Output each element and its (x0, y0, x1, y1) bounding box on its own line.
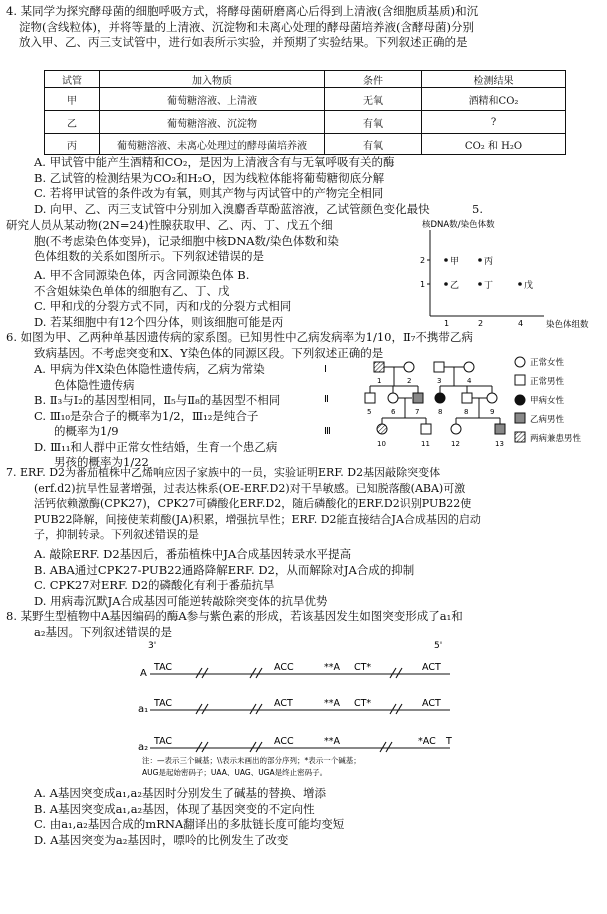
pedigree-female (464, 362, 474, 372)
generation-label: Ⅱ (324, 394, 329, 405)
table-cell: 无氧 (325, 88, 422, 111)
q7-line: PUB22降解，间接使茉莉酸(JA)积累，增强抗旱性；ERF. D2能直接结合JA合成基因的启动 (34, 512, 481, 526)
option-b: B. A基因突变成a₁,a₂基因，体现了基因突变的不定向性 (34, 801, 315, 816)
option-d-cont: 男孩的概率为1/22 (54, 455, 149, 469)
svg-text:7: 7 (415, 408, 420, 416)
q6-line: 6. 如图为甲、乙两种单基因遗传病的家系图。已知男性中乙病发病率为1/10，Ⅱ₇不携带乙病 (6, 330, 473, 344)
table-cell: 葡萄糖溶液、沉淀物 (100, 111, 325, 134)
q7-line: 活钙依赖激酶(CPK27)，CPK27可磷酸化ERF.D2，随后磷酸化的ERF.D2识别PUB22使 (34, 497, 472, 510)
option-a-cont: 色体隐性遗传病 (54, 377, 135, 392)
table-cell: 有氧 (325, 134, 422, 155)
seq-row-label: a₂ (138, 742, 149, 753)
experiment-table (44, 70, 566, 155)
option-a: A. 甲试管中能产生酒精和CO₂，是因为上清液含有与无氧呼吸有关的酶 (34, 155, 395, 169)
q8-options (34, 786, 594, 848)
seq-item: *AC (418, 736, 436, 747)
table-row (45, 134, 566, 155)
seq-item: T (446, 736, 452, 747)
pedigree-female (377, 424, 387, 434)
q4-line: 放入甲、乙、丙三支试管中，进行如表所示实验，并预期了实验结果。下列叙述正确的是 (19, 35, 468, 49)
y-tick-label: 2 (420, 256, 426, 265)
y-axis-label: 核DNA数/染色体数 (422, 220, 495, 230)
data-point-label: 甲 (450, 257, 460, 267)
q5-line: 研究人员从某动物(2N=24)性腺获取甲、乙、丙、丁、戊五个细 (6, 218, 333, 232)
table-cell: 葡萄糖溶液、上清液 (100, 88, 325, 111)
pedigree-male (374, 362, 384, 372)
seq-item: ACT (422, 662, 441, 673)
pedigree-chart (322, 352, 604, 456)
table-row (45, 111, 566, 134)
table-cell: 乙 (45, 111, 100, 134)
q7-line: 子，抑制转录。下列叙述错误的是 (34, 528, 199, 541)
pedigree-female (451, 424, 461, 434)
table-cell: 酒精和CO₂ (422, 88, 566, 111)
data-point (444, 282, 448, 286)
question-8 (6, 609, 604, 640)
data-point-label: 乙 (450, 281, 460, 291)
q6-line: 致病基因。不考虑突变和X、Y染色体的同源区段。下列叙述正确的是 (34, 345, 384, 360)
q5-line: 胞(不考虑染色体变异)，记录细胞中核DNA数/染色体数和染 (34, 233, 339, 248)
seq-item: CT* (354, 662, 372, 673)
option-d: D. A基因突变为a₂基因时，嘌呤的比例发生了改变 (34, 832, 289, 847)
pedigree-male (434, 362, 444, 372)
option-d: D. Ⅲ₁₁和人群中正常女性结婚，生育一个患乙病 (34, 439, 278, 454)
svg-text:11: 11 (421, 440, 430, 448)
table-header: 条件 (325, 71, 422, 88)
option-c: C. 若将甲试管的条件改为有氧，则其产物与丙试管中的产物完全相同 (34, 186, 384, 200)
table-cell: CO₂ 和 H₂O (422, 134, 566, 155)
option-c: C. Ⅲ₁₀是杂合子的概率为1/2，Ⅲ₁₂是纯合子 (34, 408, 259, 423)
q4-line: 4. 某同学为探究酵母菌的细胞呼吸方式，将酵母菌研磨离心后得到上清液(含细胞质基质)和沉 (6, 4, 479, 18)
data-point-label: 丁 (484, 281, 494, 291)
option-b: 不含姐妹染色单体的细胞有乙、丁、戊 (34, 283, 230, 298)
q8-line: a₂基因。下列叙述错误的是 (34, 624, 172, 639)
question-5 (6, 218, 406, 265)
table-row (45, 88, 566, 111)
seq-item: ACT (422, 698, 441, 709)
end-3-label: 3' (148, 641, 157, 651)
table-cell: 有氧 (325, 111, 422, 134)
pedigree-female (404, 362, 414, 372)
legend-label: 乙病男性 (530, 415, 565, 425)
data-point (444, 258, 448, 262)
dna-chromosome-chart (394, 216, 606, 338)
option-a: A. 敲除ERF. D2基因后，番茄植株中JA合成基因转录水平提高 (34, 547, 352, 561)
option-c: C. CPK27对ERF. D2的磷酸化有利于番茄抗旱 (34, 578, 275, 592)
option-d: D. 若某细胞中有12个四分体，则该细胞可能是丙 (34, 314, 284, 329)
seq-item: ACT (274, 698, 293, 709)
svg-text:8: 8 (464, 408, 469, 416)
generation-label: Ⅲ (324, 426, 331, 437)
q5-options (34, 268, 434, 330)
seq-item: CT* (354, 698, 372, 709)
question-4 (6, 4, 601, 51)
seq-row-label: a₁ (138, 704, 149, 715)
gene-sequence-diagram (130, 638, 470, 778)
x-tick-label: 4 (518, 319, 524, 328)
option-d: D. 向甲、乙、丙三支试管中分别加入溴麝香草酚蓝溶液，乙试管颜色变化最快 (34, 201, 430, 216)
option-c: C. 由a₁,a₂基因合成的mRNA翻译出的多肽链长度可能均变短 (34, 817, 345, 831)
q6-options (34, 362, 354, 471)
data-point (478, 282, 482, 286)
seq-item: **A (324, 736, 340, 747)
seq-note: 注：—表示三个碱基；\\表示未画出的部分序列；*表示一个碱基； (142, 756, 361, 765)
data-point (518, 282, 522, 286)
generation-label: Ⅰ (324, 364, 327, 375)
svg-text:10: 10 (377, 440, 386, 448)
y-tick-label: 1 (420, 280, 426, 289)
pedigree-female (388, 393, 398, 403)
legend-label: 两病兼患男性 (530, 434, 582, 444)
seq-item: ACC (274, 736, 294, 747)
table-header: 试管 (45, 71, 100, 88)
svg-text:6: 6 (391, 408, 396, 416)
seq-item: **A (324, 698, 340, 709)
q5-number: 5. (472, 202, 483, 216)
table-cell: 甲 (45, 88, 100, 111)
q4-options (34, 155, 594, 217)
svg-text:13: 13 (495, 440, 504, 448)
data-point-label: 戊 (524, 281, 534, 291)
q7-line: (erf.d2)抗旱性显著增强，过表达株系(OE-ERF.D2)对干旱敏感。已知脱落酸(ABA)可激 (34, 481, 466, 495)
seq-item: TAC (154, 698, 173, 709)
option-d: D. 用病毒沉默JA合成基因可能逆转敲除突变体的抗旱优势 (34, 593, 328, 608)
legend-label: 正常男性 (530, 377, 565, 387)
x-tick-label: 2 (478, 319, 484, 328)
svg-text:3: 3 (437, 377, 442, 385)
table-header-row (45, 71, 566, 88)
pedigree-female (435, 393, 445, 403)
table-header: 检测结果 (422, 71, 566, 88)
table-header: 加入物质 (100, 71, 325, 88)
pedigree-female (487, 393, 497, 403)
legend-label: 正常女性 (530, 358, 565, 368)
svg-text:2: 2 (407, 377, 412, 385)
option-a: A. A基因突变成a₁,a₂基因时分别发生了碱基的替换、增添 (34, 786, 327, 800)
q8-line: 8. 某野生型植物中A基因编码的酶A参与紫色素的形成，若该基因发生如图突变形成了a₁和 (6, 609, 463, 623)
svg-text:4: 4 (467, 377, 472, 385)
svg-text:8: 8 (438, 408, 443, 416)
svg-text:9: 9 (490, 408, 495, 416)
option-b: B. ABA通过CPK27-PUB22通路降解ERF. D2，从而解除对JA合成的抑制 (34, 562, 415, 577)
seq-item: TAC (154, 736, 173, 747)
pedigree-male (462, 393, 472, 403)
end-5-label: 5' (434, 641, 443, 651)
pedigree-male (421, 424, 431, 434)
data-point-label: 丙 (484, 257, 494, 267)
seq-item: ACC (274, 662, 294, 673)
x-axis-label: 染色体组数 (546, 320, 589, 330)
question-7 (6, 465, 604, 543)
svg-text:1: 1 (377, 377, 382, 385)
seq-item: **A (324, 662, 340, 673)
seq-note: AUG是起始密码子；UAA、UAG、UGA是终止密码子。 (142, 768, 328, 777)
q5-line: 色体组数的关系如图所示。下列叙述错误的是 (34, 249, 264, 263)
pedigree-legend (515, 357, 582, 444)
q7-line: 7. ERF. D2为番茄植株中乙烯响应因子家族中的一员，实验证明ERF. D2基因敲除突变体 (6, 466, 441, 479)
seq-item: TAC (154, 662, 173, 673)
table-cell: 葡萄糖溶液、未离心处理过的酵母菌培养液 (100, 134, 325, 155)
table-cell: 丙 (45, 134, 100, 155)
x-tick-label: 1 (444, 319, 450, 328)
legend-label: 甲病女性 (530, 396, 565, 406)
option-b: B. 乙试管的检测结果为CO₂和H₂O，因为线粒体能将葡萄糖彻底分解 (34, 170, 385, 185)
option-a: A. 甲不含同源染色体，丙含同源染色体 B. (34, 268, 250, 282)
q7-options (34, 547, 594, 609)
svg-text:12: 12 (451, 440, 460, 448)
pedigree-male (495, 424, 505, 434)
q4-line: 淀物(含线粒体)，并将等量的上清液、沉淀物和未离心处理的酵母菌培养液(含酵母菌)分别 (19, 19, 474, 34)
svg-text:5: 5 (367, 408, 372, 416)
pedigree-male (413, 393, 423, 403)
table-cell: ? (422, 111, 566, 134)
option-c: C. 甲和戊的分裂方式不同，丙和戊的分裂方式相同 (34, 299, 292, 313)
option-a: A. 甲病为伴X染色体隐性遗传病，乙病为常染 (34, 362, 265, 376)
option-c-cont: 的概率为1/9 (54, 424, 119, 438)
data-point (478, 258, 482, 262)
option-b: B. Ⅱ₃与Ⅰ₂的基因型相同，Ⅱ₅与Ⅱ₈的基因型不相同 (34, 393, 281, 407)
seq-row-label: A (140, 668, 147, 679)
pedigree-male (365, 393, 375, 403)
